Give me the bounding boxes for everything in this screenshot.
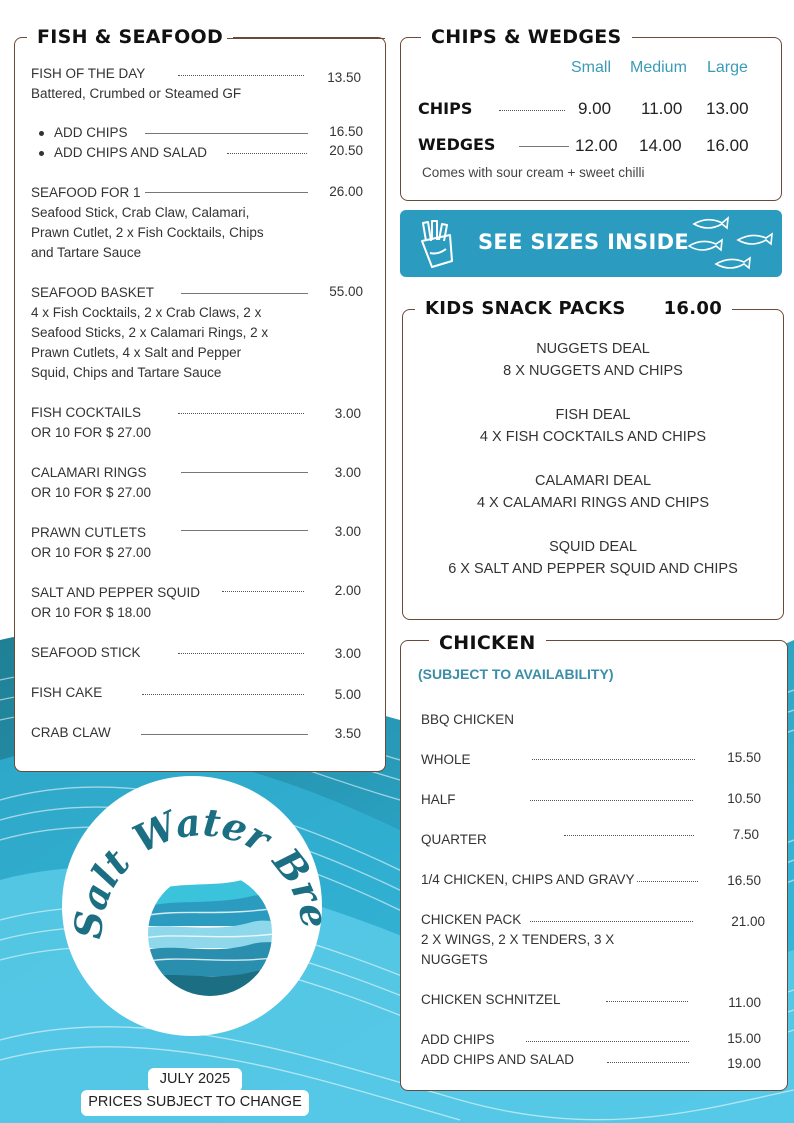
leader-dots — [142, 694, 304, 695]
menu-item: ADD CHIPS AND SALAD — [421, 1052, 575, 1067]
leader-line — [145, 133, 308, 134]
deal-name: FISH DEAL — [555, 407, 631, 423]
chips-medium-price: 11.00 — [641, 99, 683, 118]
leader-dots — [222, 591, 304, 592]
item-price: 11.00 — [728, 995, 761, 1010]
item-name: CRAB CLAW — [31, 725, 111, 740]
menu-item — [31, 283, 268, 383]
bullet-icon — [39, 131, 44, 136]
menu-item — [39, 143, 207, 163]
item-name: ADD CHIPS AND SALAD — [54, 145, 208, 160]
deal-name: SQUID DEAL — [549, 539, 637, 555]
item-name: FISH COCKTAILS — [31, 405, 142, 420]
leader-dots — [530, 800, 693, 801]
menu-item — [31, 403, 151, 443]
item-price: 5.00 — [334, 687, 361, 702]
item-price: 15.50 — [727, 750, 761, 765]
chips-small-price: 9.00 — [578, 99, 612, 118]
fish-seafood-title: FISH & SEAFOOD — [27, 26, 233, 48]
logo-text: Salt Water B — [64, 799, 320, 941]
sauce-note: Comes with sour cream + sweet chilli — [422, 165, 645, 180]
item-desc: 4 x Fish Cocktails, 2 x Crab Claws, 2 x — [31, 305, 262, 320]
menu-item — [31, 683, 102, 703]
kids-price: 16.00 — [663, 298, 723, 319]
item-desc: Prawn Cutlet, 2 x Fish Cocktails, Chips — [31, 225, 264, 240]
item-price: 55.00 — [329, 284, 363, 299]
menu-item — [39, 123, 128, 143]
item-price: 19.00 — [727, 1056, 761, 1071]
item-name: CALAMARI RINGS — [31, 465, 147, 480]
wedges-small-price: 12.00 — [575, 136, 618, 155]
chicken-heading: BBQ CHICKEN — [421, 712, 515, 727]
leader-line — [181, 530, 308, 531]
item-name: CHICKEN PACK — [421, 912, 522, 927]
item-name: SEAFOOD FOR 1 — [31, 185, 141, 200]
item-price: 15.00 — [727, 1031, 761, 1046]
item-name: FISH CAKE — [31, 685, 103, 700]
chicken-subtitle: (SUBJECT TO AVAILABILITY) — [418, 666, 614, 682]
item-desc: OR 10 FOR $ 18.00 — [31, 605, 152, 620]
see-sizes-banner — [400, 210, 782, 277]
size-small-label: Small — [571, 59, 612, 76]
leader-line — [141, 734, 308, 735]
fries-icon — [414, 219, 464, 271]
title-rule — [227, 38, 385, 39]
wedges-large-price: 16.00 — [706, 136, 749, 155]
item-desc: Seafood Sticks, 2 x Calamari Rings, 2 x — [31, 325, 269, 340]
menu-item — [31, 723, 111, 743]
item-name: SEAFOOD BASKET — [31, 285, 155, 300]
item-name: FISH OF THE DAY — [31, 66, 146, 81]
leader-line — [519, 146, 569, 147]
item-desc: and Tartare Sauce — [31, 245, 142, 260]
wedges-medium-price: 14.00 — [639, 136, 682, 155]
menu-item: CHICKEN SCHNITZEL — [421, 992, 561, 1007]
leader-dots — [637, 881, 698, 882]
leader-dots — [564, 835, 694, 836]
item-name: SALT AND PEPPER SQUID — [31, 585, 201, 600]
item-price: 3.00 — [334, 406, 361, 421]
leader-dots — [178, 413, 304, 414]
chips-label: CHIPS — [418, 99, 473, 118]
item-price: 10.50 — [727, 791, 761, 806]
leader-dots — [227, 153, 307, 154]
item-price: 13.50 — [327, 70, 361, 85]
leader-line — [181, 293, 308, 294]
menu-item — [31, 523, 151, 563]
item-price: 26.00 — [329, 184, 363, 199]
item-price: 3.00 — [334, 646, 361, 661]
menu-item — [31, 64, 241, 104]
chips-wedges-title: CHIPS & WEDGES — [421, 26, 632, 48]
fish-seafood-panel — [14, 26, 386, 772]
chips-wedges-panel — [400, 26, 782, 201]
item-price: 2.00 — [334, 583, 361, 598]
menu-item — [31, 183, 264, 263]
bullet-icon — [39, 151, 44, 156]
menu-item — [31, 463, 151, 503]
menu-item — [31, 643, 141, 663]
item-price: 3.00 — [334, 465, 361, 480]
item-desc: OR 10 FOR $ 27.00 — [31, 545, 152, 560]
leader-dots — [530, 921, 693, 922]
size-medium-label: Medium — [630, 59, 687, 76]
leader-dots — [532, 759, 695, 760]
deal-name: CALAMARI DEAL — [534, 473, 652, 489]
kids-title-text: KIDS SNACK PACKS — [425, 298, 626, 319]
deal-desc: 4 X CALAMARI RINGS AND CHIPS — [476, 495, 710, 511]
deal-desc: 4 X FISH COCKTAILS AND CHIPS — [479, 429, 707, 445]
item-desc: Battered, Crumbed or Steamed GF — [31, 86, 242, 101]
item-price: 3.00 — [334, 524, 361, 539]
chips-large-price: 13.00 — [706, 99, 749, 118]
item-desc: OR 10 FOR $ 27.00 — [31, 485, 152, 500]
menu-item — [31, 583, 200, 623]
fish-icon — [686, 216, 778, 274]
item-price: 21.00 — [731, 914, 765, 929]
leader-dots — [606, 1001, 688, 1002]
item-desc: NUGGETS — [421, 952, 488, 967]
item-desc: 2 X WINGS, 2 X TENDERS, 3 X — [421, 932, 615, 947]
leader-dots — [499, 110, 565, 111]
footer-date: JULY 2025 — [148, 1068, 242, 1092]
leader-dots — [526, 1041, 689, 1042]
item-price: 7.50 — [732, 827, 759, 842]
leader-line — [181, 472, 308, 473]
item-price: 20.50 — [329, 143, 363, 158]
item-desc: Prawn Cutlets, 4 x Salt and Pepper — [31, 345, 242, 360]
menu-item: HALF — [421, 792, 456, 807]
kids-title — [415, 298, 732, 319]
salt-water-breeze-logo — [62, 776, 322, 1036]
leader-dots — [607, 1062, 689, 1063]
size-large-label: Large — [707, 59, 748, 76]
menu-item: WHOLE — [421, 752, 471, 767]
item-price: 3.50 — [334, 726, 361, 741]
item-desc: Seafood Stick, Crab Claw, Calamari, — [31, 205, 250, 220]
item-desc: OR 10 FOR $ 27.00 — [31, 425, 152, 440]
item-name: ADD CHIPS — [54, 125, 128, 140]
deal-name: NUGGETS DEAL — [536, 341, 650, 357]
leader-dots — [178, 653, 304, 654]
menu-item — [421, 910, 614, 970]
footer-notice: PRICES SUBJECT TO CHANGE — [81, 1090, 309, 1116]
item-name: SEAFOOD STICK — [31, 645, 141, 660]
deal-desc: 8 X NUGGETS AND CHIPS — [503, 363, 683, 379]
leader-dots — [178, 75, 304, 76]
leader-line — [145, 192, 308, 193]
chicken-panel — [400, 632, 788, 1091]
menu-item: 1/4 CHICKEN, CHIPS AND GRAVY — [421, 872, 635, 887]
item-price: 16.50 — [329, 124, 363, 139]
menu-item: QUARTER — [421, 832, 487, 847]
menu-item: ADD CHIPS — [421, 1032, 495, 1047]
kids-snack-packs-panel — [402, 298, 784, 620]
banner-text: SEE SIZES INSIDE — [478, 230, 689, 254]
item-name: PRAWN CUTLETS — [31, 525, 147, 540]
chicken-title: CHICKEN — [429, 632, 546, 654]
wedges-label: WEDGES — [418, 135, 496, 154]
item-desc: Squid, Chips and Tartare Sauce — [31, 365, 222, 380]
deal-desc: 6 X SALT AND PEPPER SQUID AND CHIPS — [448, 561, 738, 577]
logo-graphic — [62, 776, 322, 1036]
item-price: 16.50 — [727, 873, 761, 888]
